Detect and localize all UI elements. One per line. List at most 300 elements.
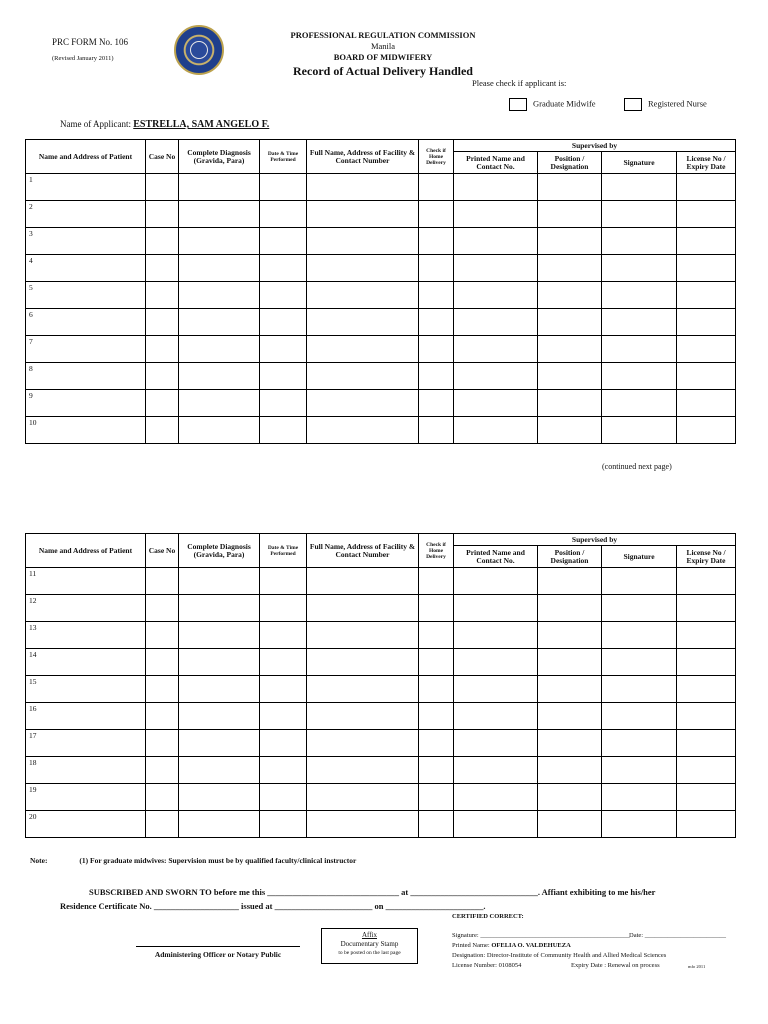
entry-cell[interactable] xyxy=(454,811,538,838)
entry-cell[interactable] xyxy=(307,228,419,255)
entry-cell[interactable] xyxy=(677,174,736,201)
entry-cell[interactable] xyxy=(260,174,307,201)
entry-cell[interactable] xyxy=(307,730,419,757)
registered-nurse-label: Registered Nurse xyxy=(648,98,707,109)
patient-cell[interactable] xyxy=(26,568,146,595)
entry-cell[interactable] xyxy=(260,730,307,757)
entry-cell[interactable] xyxy=(307,595,419,622)
entry-cell[interactable] xyxy=(602,649,677,676)
entry-cell[interactable] xyxy=(677,417,736,444)
entry-cell[interactable] xyxy=(179,336,260,363)
entry-cell[interactable] xyxy=(538,676,602,703)
patient-cell[interactable] xyxy=(26,255,146,282)
entry-cell[interactable] xyxy=(307,201,419,228)
patient-cell[interactable] xyxy=(26,730,146,757)
col-patient: Name and Address of Patient xyxy=(26,534,146,568)
entry-cell[interactable] xyxy=(602,201,677,228)
entry-cell[interactable] xyxy=(602,228,677,255)
entry-cell[interactable] xyxy=(307,174,419,201)
board-name: BOARD OF MIDWIFERY xyxy=(333,52,433,62)
notary-signature-line xyxy=(136,946,300,947)
patient-cell[interactable] xyxy=(26,282,146,309)
entry-cell[interactable] xyxy=(677,255,736,282)
table-row xyxy=(26,174,736,201)
entry-cell[interactable] xyxy=(454,622,538,649)
applicant-name: ESTRELLA, SAM ANGELO F. xyxy=(133,119,270,130)
entry-cell[interactable] xyxy=(260,703,307,730)
entry-cell[interactable] xyxy=(677,363,736,390)
patient-cell[interactable] xyxy=(26,390,146,417)
entry-cell[interactable] xyxy=(602,336,677,363)
prc-seal-icon xyxy=(174,25,224,75)
entry-cell[interactable] xyxy=(454,363,538,390)
table-row xyxy=(26,622,736,649)
entry-cell[interactable] xyxy=(419,649,454,676)
entry-cell[interactable] xyxy=(146,784,179,811)
entry-cell[interactable] xyxy=(454,730,538,757)
entry-cell[interactable] xyxy=(260,417,307,444)
col-supervised-by: Supervised by xyxy=(454,140,736,152)
entry-cell[interactable] xyxy=(260,622,307,649)
entry-cell[interactable] xyxy=(538,703,602,730)
entry-cell[interactable] xyxy=(260,282,307,309)
entry-cell[interactable] xyxy=(260,309,307,336)
certified-expiry: Expiry Date : Renewal on process xyxy=(571,962,660,969)
table-row xyxy=(26,255,736,282)
entry-cell[interactable] xyxy=(179,730,260,757)
entry-cell[interactable] xyxy=(179,703,260,730)
col-home-delivery: Check if Home Delivery xyxy=(419,534,454,568)
entry-cell[interactable] xyxy=(677,811,736,838)
entry-cell[interactable] xyxy=(419,282,454,309)
entry-cell[interactable] xyxy=(260,676,307,703)
entry-cell[interactable] xyxy=(602,309,677,336)
entry-cell[interactable] xyxy=(602,390,677,417)
patient-cell[interactable] xyxy=(26,784,146,811)
entry-cell[interactable] xyxy=(419,174,454,201)
entry-cell[interactable] xyxy=(419,784,454,811)
row-number: 10 xyxy=(29,418,37,427)
entry-cell[interactable] xyxy=(602,595,677,622)
patient-cell[interactable] xyxy=(26,595,146,622)
certified-signature: Signature: ______________________________________________ xyxy=(452,932,630,939)
patient-cell[interactable] xyxy=(26,649,146,676)
oath-line-1: SUBSCRIBED AND SWORN TO before me this _______________________________ at ______________________________. Affiant exhibiting to me his/her xyxy=(89,887,656,897)
entry-cell[interactable] xyxy=(260,595,307,622)
entry-cell[interactable] xyxy=(677,676,736,703)
row-number: 19 xyxy=(29,785,37,794)
entry-cell[interactable] xyxy=(454,255,538,282)
table-row xyxy=(26,417,736,444)
entry-cell[interactable] xyxy=(307,336,419,363)
entry-cell[interactable] xyxy=(419,811,454,838)
row-number: 11 xyxy=(29,569,37,578)
registered-nurse-option[interactable] xyxy=(624,98,707,111)
table-row xyxy=(26,595,736,622)
row-number: 16 xyxy=(29,704,37,713)
table-row xyxy=(26,649,736,676)
graduate-midwife-checkbox[interactable] xyxy=(509,98,527,111)
entry-cell[interactable] xyxy=(602,622,677,649)
entry-cell[interactable] xyxy=(307,622,419,649)
entry-cell[interactable] xyxy=(260,255,307,282)
entry-cell[interactable] xyxy=(538,228,602,255)
entry-cell[interactable] xyxy=(602,676,677,703)
entry-cell[interactable] xyxy=(454,676,538,703)
entry-cell[interactable] xyxy=(454,201,538,228)
entry-cell[interactable] xyxy=(454,649,538,676)
entry-cell[interactable] xyxy=(677,309,736,336)
entry-cell[interactable] xyxy=(146,363,179,390)
entry-cell[interactable] xyxy=(260,336,307,363)
entry-cell[interactable] xyxy=(179,201,260,228)
entry-cell[interactable] xyxy=(146,622,179,649)
row-number: 2 xyxy=(29,202,33,211)
entry-cell[interactable] xyxy=(538,255,602,282)
entry-cell[interactable] xyxy=(454,703,538,730)
entry-cell[interactable] xyxy=(419,228,454,255)
entry-cell[interactable] xyxy=(307,282,419,309)
entry-cell[interactable] xyxy=(538,390,602,417)
entry-cell[interactable] xyxy=(538,174,602,201)
col-diagnosis: Complete Diagnosis (Gravida, Para) xyxy=(179,140,260,174)
entry-cell[interactable] xyxy=(677,622,736,649)
entry-cell[interactable] xyxy=(538,649,602,676)
row-number: 5 xyxy=(29,283,33,292)
entry-cell[interactable] xyxy=(454,417,538,444)
entry-cell[interactable] xyxy=(677,703,736,730)
entry-cell[interactable] xyxy=(602,417,677,444)
entry-cell[interactable] xyxy=(419,676,454,703)
entry-cell[interactable] xyxy=(538,336,602,363)
entry-cell[interactable] xyxy=(179,595,260,622)
documentary-stamp-box xyxy=(321,928,418,964)
patient-cell[interactable] xyxy=(26,228,146,255)
patient-cell[interactable] xyxy=(26,174,146,201)
entry-cell[interactable] xyxy=(677,730,736,757)
col-position: Position / Designation xyxy=(538,152,602,174)
entry-cell[interactable] xyxy=(307,390,419,417)
table-row xyxy=(26,757,736,784)
entry-cell[interactable] xyxy=(419,417,454,444)
patient-cell[interactable] xyxy=(26,811,146,838)
entry-cell[interactable] xyxy=(538,784,602,811)
entry-cell[interactable] xyxy=(538,201,602,228)
entry-cell[interactable] xyxy=(260,811,307,838)
entry-cell[interactable] xyxy=(260,568,307,595)
entry-cell[interactable] xyxy=(419,730,454,757)
entry-cell[interactable] xyxy=(538,757,602,784)
col-facility: Full Name, Address of Facility & Contact Number xyxy=(307,140,419,174)
entry-cell[interactable] xyxy=(260,390,307,417)
table-row xyxy=(26,730,736,757)
entry-cell[interactable] xyxy=(419,390,454,417)
entry-cell[interactable] xyxy=(146,309,179,336)
patient-cell[interactable] xyxy=(26,703,146,730)
entry-cell[interactable] xyxy=(602,282,677,309)
entry-cell[interactable] xyxy=(602,363,677,390)
patient-cell[interactable] xyxy=(26,201,146,228)
row-number: 6 xyxy=(29,310,33,319)
applicant-row xyxy=(60,119,269,130)
col-license: License No / Expiry Date xyxy=(677,546,736,568)
col-printed-name: Printed Name and Contact No. xyxy=(454,152,538,174)
entry-cell[interactable] xyxy=(179,622,260,649)
col-facility: Full Name, Address of Facility & Contact Number xyxy=(307,534,419,568)
entry-cell[interactable] xyxy=(307,568,419,595)
entry-cell[interactable] xyxy=(677,649,736,676)
entry-cell[interactable] xyxy=(179,255,260,282)
col-position: Position / Designation xyxy=(538,546,602,568)
delivery-table-2 xyxy=(25,533,736,838)
notary-label: Administering Officer or Notary Public xyxy=(154,950,282,959)
entry-cell[interactable] xyxy=(454,282,538,309)
entry-cell[interactable] xyxy=(179,784,260,811)
row-number: 1 xyxy=(29,175,33,184)
entry-cell[interactable] xyxy=(454,390,538,417)
entry-cell[interactable] xyxy=(602,568,677,595)
entry-cell[interactable] xyxy=(260,228,307,255)
row-number: 14 xyxy=(29,650,37,659)
entry-cell[interactable] xyxy=(307,363,419,390)
row-number: 18 xyxy=(29,758,37,767)
entry-cell[interactable] xyxy=(307,676,419,703)
table-row xyxy=(26,282,736,309)
row-number: 7 xyxy=(29,337,33,346)
entry-cell[interactable] xyxy=(179,568,260,595)
agency-name: PROFESSIONAL REGULATION COMMISSION xyxy=(290,30,476,40)
col-license: License No / Expiry Date xyxy=(677,152,736,174)
note xyxy=(30,856,356,865)
entry-cell[interactable] xyxy=(602,255,677,282)
entry-cell[interactable] xyxy=(179,811,260,838)
stamp-sub: to be posted on the last page xyxy=(338,950,401,956)
entry-cell[interactable] xyxy=(260,649,307,676)
row-number: 17 xyxy=(29,731,37,740)
table-row xyxy=(26,811,736,838)
printed-name-value: OFELIA O. VALDEHUEZA xyxy=(491,942,571,949)
col-home-delivery: Check if Home Delivery xyxy=(419,140,454,174)
entry-cell[interactable] xyxy=(602,784,677,811)
entry-cell[interactable] xyxy=(677,228,736,255)
entry-cell[interactable] xyxy=(146,703,179,730)
entry-cell[interactable] xyxy=(538,568,602,595)
patient-cell[interactable] xyxy=(26,676,146,703)
entry-cell[interactable] xyxy=(538,811,602,838)
entry-cell[interactable] xyxy=(419,363,454,390)
table-row xyxy=(26,228,736,255)
col-printed-name: Printed Name and Contact No. xyxy=(454,546,538,568)
entry-cell[interactable] xyxy=(419,595,454,622)
patient-cell[interactable] xyxy=(26,336,146,363)
patient-cell[interactable] xyxy=(26,309,146,336)
entry-cell[interactable] xyxy=(307,417,419,444)
entry-cell[interactable] xyxy=(419,336,454,363)
entry-cell[interactable] xyxy=(677,595,736,622)
entry-cell[interactable] xyxy=(419,622,454,649)
entry-cell[interactable] xyxy=(146,228,179,255)
entry-cell[interactable] xyxy=(454,174,538,201)
note-text: (1) For graduate midwives: Supervision must be by qualified faculty/clinical instructor xyxy=(79,856,357,865)
entry-cell[interactable] xyxy=(179,649,260,676)
entry-cell[interactable] xyxy=(179,228,260,255)
row-number: 15 xyxy=(29,677,37,686)
entry-cell[interactable] xyxy=(179,676,260,703)
graduate-midwife-label: Graduate Midwife xyxy=(533,98,596,109)
entry-cell[interactable] xyxy=(307,784,419,811)
col-patient: Name and Address of Patient xyxy=(26,140,146,174)
entry-cell[interactable] xyxy=(146,390,179,417)
entry-cell[interactable] xyxy=(677,568,736,595)
col-case-no: Case No xyxy=(146,140,179,174)
col-signature: Signature xyxy=(602,152,677,174)
certified-designation: Designation: Director-Institute of Community Health and Allied Medical Sciences xyxy=(452,952,667,959)
entry-cell[interactable] xyxy=(454,309,538,336)
entry-cell[interactable] xyxy=(538,282,602,309)
entry-cell[interactable] xyxy=(307,649,419,676)
applicant-label: Name of Applicant: xyxy=(60,119,131,129)
entry-cell[interactable] xyxy=(146,282,179,309)
entry-cell[interactable] xyxy=(602,730,677,757)
stamp-affix: Affix xyxy=(361,931,378,939)
continued-note: (continued next page) xyxy=(602,462,672,471)
entry-cell[interactable] xyxy=(677,282,736,309)
entry-cell[interactable] xyxy=(419,309,454,336)
certified-date: Date: _________________________ xyxy=(629,932,726,939)
table-row xyxy=(26,336,736,363)
entry-cell[interactable] xyxy=(419,703,454,730)
entry-cell[interactable] xyxy=(419,255,454,282)
row-number: 3 xyxy=(29,229,33,238)
entry-cell[interactable] xyxy=(677,336,736,363)
entry-cell[interactable] xyxy=(179,417,260,444)
entry-cell[interactable] xyxy=(146,676,179,703)
col-supervised-by: Supervised by xyxy=(454,534,736,546)
revised-date: (Revised January 2011) xyxy=(52,55,114,62)
row-number: 8 xyxy=(29,364,33,373)
table-row xyxy=(26,568,736,595)
entry-cell[interactable] xyxy=(146,417,179,444)
entry-cell[interactable] xyxy=(146,174,179,201)
table-row xyxy=(26,201,736,228)
patient-cell[interactable] xyxy=(26,622,146,649)
certified-license: License Number: 0108054 xyxy=(452,962,522,969)
row-number: 9 xyxy=(29,391,33,400)
table-row xyxy=(26,676,736,703)
entry-cell[interactable] xyxy=(677,784,736,811)
entry-cell[interactable] xyxy=(419,757,454,784)
patient-cell[interactable] xyxy=(26,417,146,444)
entry-cell[interactable] xyxy=(307,309,419,336)
entry-cell[interactable] xyxy=(179,757,260,784)
table-row xyxy=(26,390,736,417)
entry-cell[interactable] xyxy=(454,595,538,622)
form-code: mfo 2011 xyxy=(688,964,706,969)
form-number: PRC FORM No. 106 xyxy=(52,37,129,47)
entry-cell[interactable] xyxy=(454,757,538,784)
entry-cell[interactable] xyxy=(538,309,602,336)
entry-cell[interactable] xyxy=(538,363,602,390)
city: Manila xyxy=(370,41,396,51)
row-number: 13 xyxy=(29,623,37,632)
entry-cell[interactable] xyxy=(146,730,179,757)
delivery-table-1 xyxy=(25,139,736,444)
entry-cell[interactable] xyxy=(454,784,538,811)
entry-cell[interactable] xyxy=(602,174,677,201)
entry-cell[interactable] xyxy=(454,568,538,595)
entry-cell[interactable] xyxy=(307,757,419,784)
entry-cell[interactable] xyxy=(179,363,260,390)
entry-cell[interactable] xyxy=(538,622,602,649)
entry-cell[interactable] xyxy=(146,201,179,228)
col-datetime: Date & Time Performed xyxy=(260,140,307,174)
entry-cell[interactable] xyxy=(260,784,307,811)
entry-cell[interactable] xyxy=(602,811,677,838)
entry-cell[interactable] xyxy=(602,703,677,730)
entry-cell[interactable] xyxy=(260,363,307,390)
graduate-midwife-option[interactable] xyxy=(509,98,596,111)
entry-cell[interactable] xyxy=(146,336,179,363)
entry-cell[interactable] xyxy=(419,201,454,228)
entry-cell[interactable] xyxy=(260,201,307,228)
entry-cell[interactable] xyxy=(419,568,454,595)
entry-cell[interactable] xyxy=(454,228,538,255)
entry-cell[interactable] xyxy=(146,811,179,838)
certified-printed-name xyxy=(452,942,571,949)
row-number: 12 xyxy=(29,596,37,605)
entry-cell[interactable] xyxy=(538,417,602,444)
table-row xyxy=(26,784,736,811)
printed-name-label: Printed Name: xyxy=(452,942,490,949)
registered-nurse-checkbox[interactable] xyxy=(624,98,642,111)
entry-cell[interactable] xyxy=(538,730,602,757)
col-diagnosis: Complete Diagnosis (Gravida, Para) xyxy=(179,534,260,568)
entry-cell[interactable] xyxy=(677,201,736,228)
entry-cell[interactable] xyxy=(146,757,179,784)
oath-line-2: Residence Certificate No. ____________________ issued at _______________________ on _______________________. xyxy=(60,901,486,911)
entry-cell[interactable] xyxy=(602,757,677,784)
table-row xyxy=(26,363,736,390)
entry-cell[interactable] xyxy=(454,336,538,363)
patient-cell[interactable] xyxy=(26,363,146,390)
entry-cell[interactable] xyxy=(260,757,307,784)
entry-cell[interactable] xyxy=(677,390,736,417)
stamp-label: Documentary Stamp xyxy=(340,940,399,948)
col-signature: Signature xyxy=(602,546,677,568)
table-row xyxy=(26,703,736,730)
entry-cell[interactable] xyxy=(146,568,179,595)
patient-cell[interactable] xyxy=(26,757,146,784)
applicant-type-prompt: Please check if applicant is: xyxy=(472,78,567,88)
page-title: Record of Actual Delivery Handled xyxy=(293,64,473,78)
entry-cell[interactable] xyxy=(307,811,419,838)
certified-heading: CERTIFIED CORRECT: xyxy=(452,913,524,920)
entry-cell[interactable] xyxy=(146,649,179,676)
entry-cell[interactable] xyxy=(179,174,260,201)
entry-cell[interactable] xyxy=(179,390,260,417)
entry-cell[interactable] xyxy=(538,595,602,622)
entry-cell[interactable] xyxy=(179,309,260,336)
entry-cell[interactable] xyxy=(146,255,179,282)
entry-cell[interactable] xyxy=(179,282,260,309)
entry-cell[interactable] xyxy=(146,595,179,622)
entry-cell[interactable] xyxy=(677,757,736,784)
entry-cell[interactable] xyxy=(307,703,419,730)
table-row xyxy=(26,309,736,336)
entry-cell[interactable] xyxy=(307,255,419,282)
note-label: Note: xyxy=(30,856,48,865)
col-case-no: Case No xyxy=(146,534,179,568)
